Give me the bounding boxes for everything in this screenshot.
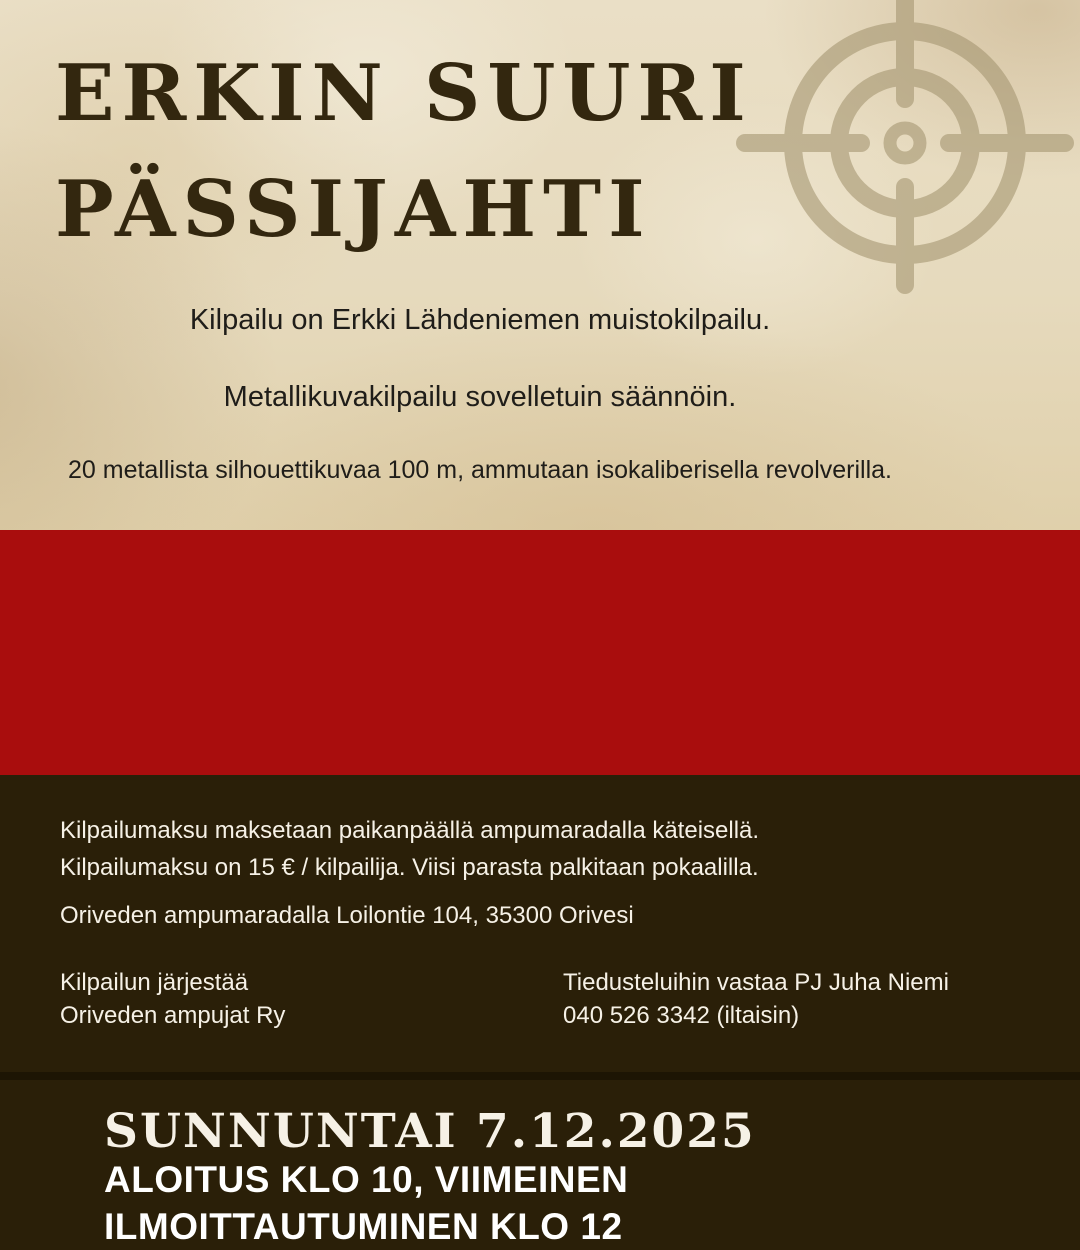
location-line: Oriveden ampumaradalla Loilontie 104, 35300 Orivesi (60, 902, 634, 929)
title-line-1: ERKIN SUURI (55, 48, 753, 139)
intro-line-rules: Metallikuvakilpailu sovelletuin säännöin. (223, 381, 737, 413)
event-schedule (104, 1156, 628, 1250)
organizer-name: Oriveden ampujat Ry (60, 1002, 286, 1029)
payment-line-2: Kilpailumaksu on 15 € / kilpailija. Viisi parasta palkitaan pokaalilla. (60, 854, 759, 881)
title-line-2: PÄSSIJAHTI (55, 164, 652, 255)
target-crosshair-icon (733, 0, 1077, 315)
intro-line-memorial: Kilpailu on Erkki Lähdeniemen muistokilpailu. (189, 304, 771, 336)
event-schedule-line-1: ALOITUS KLO 10, VIIMEINEN (104, 1159, 629, 1200)
poster-title (55, 36, 753, 268)
intro-line-targets: 20 metallista silhouettikuvaa 100 m, ammutaan isokaliberisella revolverilla. (68, 456, 892, 484)
organizer-block (60, 966, 285, 1032)
event-schedule-line-2: ILMOITTAUTUMINEN KLO 12 (104, 1206, 623, 1247)
organizer-label: Kilpailun järjestää (60, 969, 249, 996)
contact-phone: 040 526 3342 (iltaisin) (563, 1002, 800, 1029)
event-date: SUNNUNTAI 7.12.2025 (104, 1104, 756, 1159)
contact-person: Tiedusteluihin vastaa PJ Juha Niemi (563, 969, 949, 996)
paper-section (0, 0, 1080, 530)
payment-line-1: Kilpailumaksu maksetaan paikanpäällä ampumaradalla käteisellä. (60, 817, 760, 844)
bottom-strip (0, 1072, 1080, 1080)
contact-block (563, 966, 949, 1032)
